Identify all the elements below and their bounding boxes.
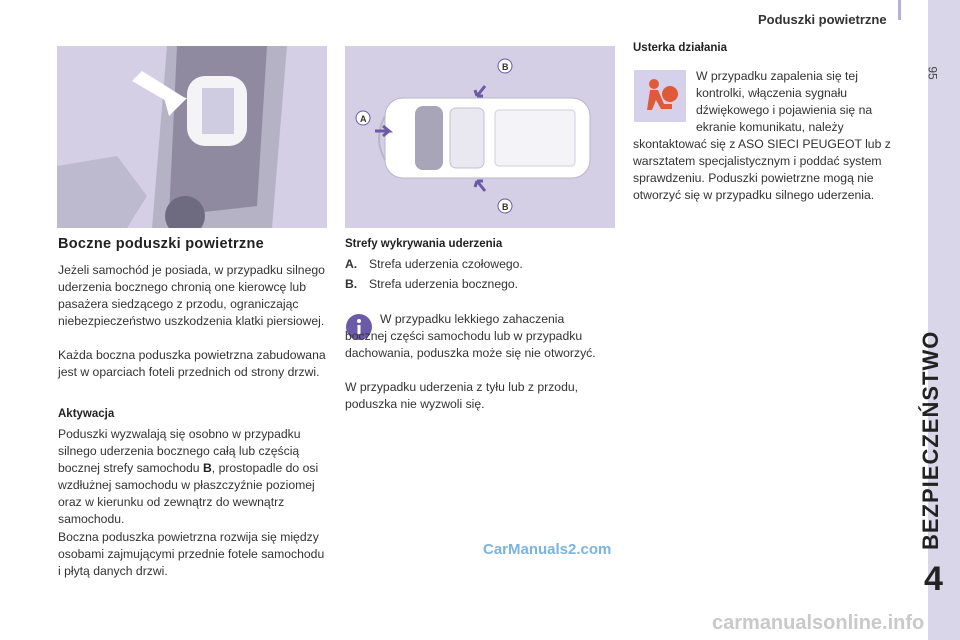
diagram-label-a: A xyxy=(360,114,367,124)
page-header-title: Poduszki powietrzne xyxy=(758,12,887,27)
zone-a-letter: A. xyxy=(345,257,358,271)
chapter-section-title: BEZPIECZEŃSTWO xyxy=(918,330,943,550)
diagram-label-b-top: B xyxy=(502,62,509,72)
info-note-2: W przypadku uderzenia z tyłu lub z przodu, poduszka nie wyzwoli się. xyxy=(345,380,579,411)
watermark-carmanualsonline: carmanualsonline.info xyxy=(712,612,925,634)
airbag-deploy-paragraph: Boczna poduszka powietrzna rozwija się między osobami zajmującymi przednie fotele samochodu i płytą danych drzwi. xyxy=(58,530,325,578)
diagram-label-b-bottom: B xyxy=(502,202,509,212)
zone-b-text: Strefa uderzenia bocznego. xyxy=(369,277,519,291)
watermark-carmanuals2: CarManuals2.com xyxy=(483,541,612,558)
malfunction-text: skontaktować się z ASO SIECI PEUGEOT lub z warsztatem specjalistycznym i poddać system sprawdzeniu. Poduszki powietrzne mogą nie otworzyć się w przypadku silnego uderzenia. xyxy=(633,137,891,202)
airbag-warning-light-icon xyxy=(634,70,686,122)
side-airbags-heading: Boczne poduszki powietrzne xyxy=(58,236,264,252)
zone-b-letter: B. xyxy=(345,277,358,291)
chapter-number: 4 xyxy=(924,560,943,598)
side-airbags-intro: Jeżeli samochód je posiada, w przypadku silnego uderzenia bocznego chronią one kierowcę lub pasażera siedzącego z przodu, ograniczając niebezpieczeństwo uszkodzenia klatki piersiowej. xyxy=(58,263,325,328)
zone-a-text: Strefa uderzenia czołowego. xyxy=(369,257,523,271)
activation-paragraph: Poduszki wyzwalają się osobno w przypadku silnego uderzenia bocznego całą lub częścią bocznej strefy samochodu B, prostopadle do osi wzdłużnej samochodu w płaszczyźnie poziomej oraz w kierunku od zewnątrz do wewnątrz samochodu. xyxy=(58,427,319,526)
header-divider xyxy=(898,0,901,20)
page-number: 95 xyxy=(925,66,940,80)
seat-airbag-illustration xyxy=(57,46,327,228)
detection-zones-heading: Strefy wykrywania uderzenia xyxy=(345,238,503,250)
side-airbags-location: Każda boczna poduszka powietrzna zabudowana jest w oparciach foteli przednich od strony drzwi. xyxy=(58,348,326,379)
activation-heading: Aktywacja xyxy=(58,408,115,420)
impact-zones-diagram xyxy=(345,46,615,228)
malfunction-heading: Usterka działania xyxy=(633,42,727,54)
malfunction-text-indented: W przypadku zapalenia się tej kontrolki, włączenia sygnału dźwiękowego i pojawienia się na ekranie komunikatu, należy xyxy=(696,69,873,134)
info-note: W przypadku lekkiego zahaczenia bocznej części samochodu lub w przypadku dachowania, poduszka może się nie otworzyć. xyxy=(345,312,596,360)
